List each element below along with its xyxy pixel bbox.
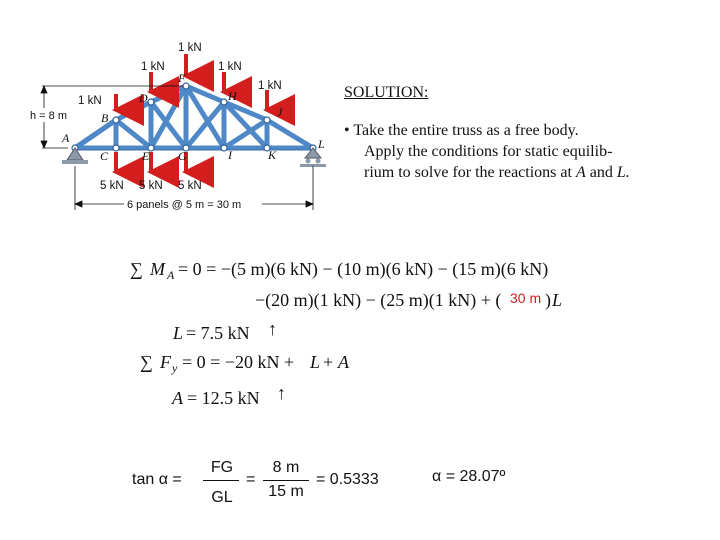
svg-text:): ) xyxy=(545,290,551,310)
load-label-D: 1 kN xyxy=(141,61,165,73)
moment-equation-line1 xyxy=(130,259,548,282)
node-label-K: K xyxy=(268,148,277,162)
node-label-D: D xyxy=(139,91,148,105)
force-sum xyxy=(140,352,350,375)
load-label-B: 1 kN xyxy=(78,95,102,107)
tan-fraction-bar-2 xyxy=(263,480,309,481)
svg-text:= 0 = −20 kN +: = 0 = −20 kN + xyxy=(182,352,295,372)
load-label-G: 5 kN xyxy=(178,180,202,192)
svg-text:∑: ∑ xyxy=(140,352,153,372)
svg-text:L: L xyxy=(552,290,563,310)
moment-equation-line2 xyxy=(255,290,562,311)
tan-numerator-2: 8 m xyxy=(272,459,300,476)
load-label-F: 1 kN xyxy=(178,42,202,54)
svg-text:L: L xyxy=(310,352,321,372)
svg-text:−(20 m)(1 kN) − (25 m)(1 kN) +: −(20 m)(1 kN) − (25 m)(1 kN) + ( xyxy=(255,290,502,310)
node-label-C: C xyxy=(100,149,109,163)
svg-text:L: L xyxy=(173,323,184,343)
tan-numerator: FG xyxy=(210,459,234,476)
svg-text:∑: ∑ xyxy=(130,259,143,279)
node-label-F: F xyxy=(178,71,186,85)
bullet-line-3: rium to solve for the reactions at A and L. xyxy=(364,164,630,181)
L-result xyxy=(172,319,277,343)
svg-text:+: + xyxy=(323,352,334,372)
load-label-H: 1 kN xyxy=(218,61,242,73)
svg-text:M: M xyxy=(150,259,165,279)
tan-denominator: GL xyxy=(211,489,233,506)
height-label: h = 8 m xyxy=(30,110,67,122)
tan-result: = 0.5333 xyxy=(316,471,379,488)
node-label-G: G xyxy=(178,149,187,163)
tan-denominator-2: 15 m xyxy=(268,483,304,500)
node-label-E: E xyxy=(142,149,150,163)
load-label-C: 5 kN xyxy=(100,180,124,192)
node-label-I: I xyxy=(228,148,232,162)
load-label-J: 1 kN xyxy=(258,80,282,92)
node-label-A: A xyxy=(62,131,70,145)
svg-text:↑: ↑ xyxy=(277,383,286,403)
svg-text:= 12.5 kN: = 12.5 kN xyxy=(187,388,260,408)
bullet-line-2: Apply the conditions for static equilib- xyxy=(364,143,613,160)
svg-text:y: y xyxy=(172,361,178,375)
moment-highlight: 30 m xyxy=(510,290,542,306)
truss-figure xyxy=(28,38,338,216)
A-result xyxy=(171,383,286,408)
solution-heading: SOLUTION: xyxy=(344,84,429,101)
svg-text:A: A xyxy=(338,352,349,372)
equations xyxy=(120,248,590,418)
bullet-line-1: • Take the entire truss as a free body. xyxy=(344,122,579,139)
svg-text:A: A xyxy=(172,388,183,408)
load-label-E: 5 kN xyxy=(139,180,163,192)
node-label-B: B xyxy=(101,111,109,125)
svg-text:A: A xyxy=(167,268,175,282)
svg-text:F: F xyxy=(160,352,171,372)
angle-result: α = 28.07º xyxy=(432,468,506,485)
span-label: 6 panels @ 5 m = 30 m xyxy=(127,199,242,211)
svg-text:= 0 = −(5 m)(6 kN) − (10 m)(6: = 0 = −(5 m)(6 kN) − (10 m)(6 kN) − (15 m)(6 kN) xyxy=(178,259,549,279)
tan-lhs: tan α = xyxy=(132,471,182,488)
solution-bullet xyxy=(344,120,714,183)
tan-equals: = xyxy=(246,471,256,488)
svg-text:↑: ↑ xyxy=(268,319,277,339)
node-label-J: J xyxy=(277,105,283,119)
tan-fraction-bar xyxy=(203,480,239,481)
node-label-L: L xyxy=(318,137,325,151)
svg-text:= 7.5 kN: = 7.5 kN xyxy=(186,323,250,343)
node-label-H: H xyxy=(228,89,237,103)
